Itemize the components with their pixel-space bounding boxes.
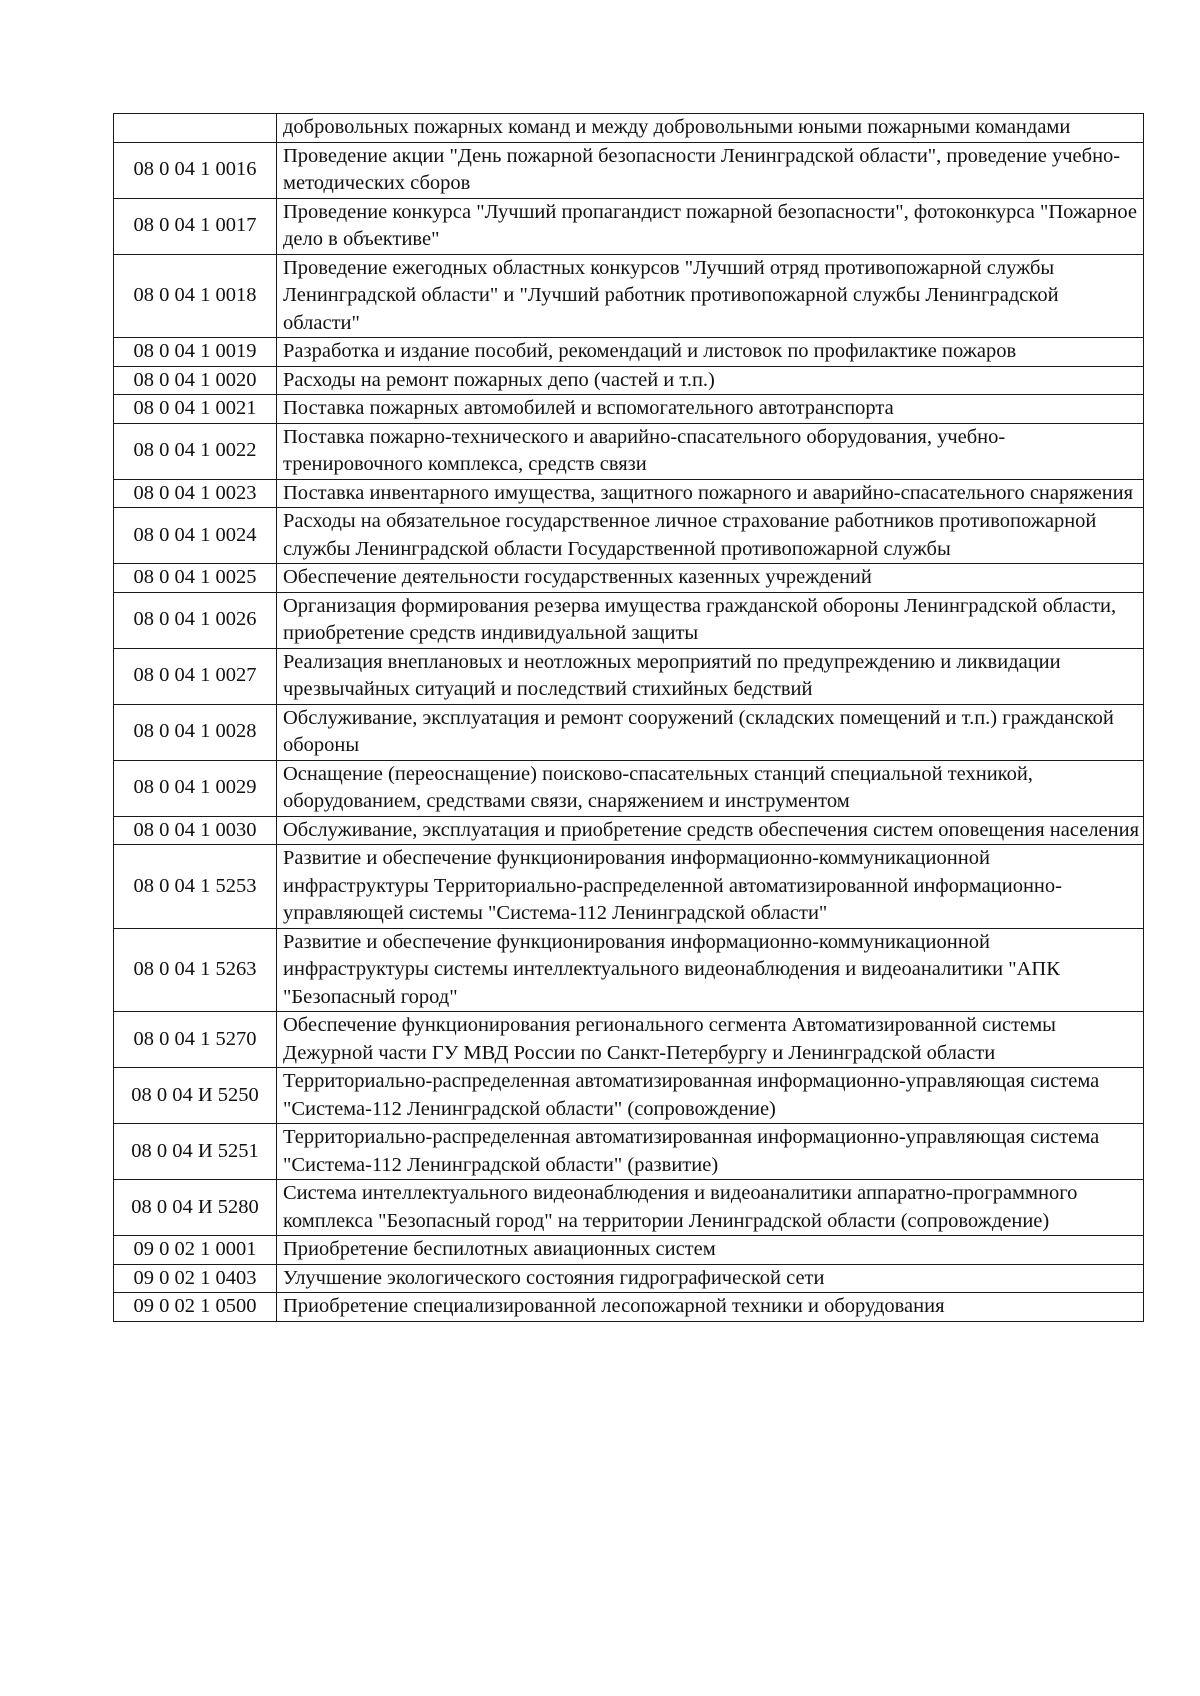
row-code-cell: 08 0 04 1 0023 [114, 479, 277, 508]
row-description-cell: Территориально-распределенная автоматизированная информационно-управляющая система "Система-112 Ленинградской области" (развитие) [277, 1124, 1144, 1180]
row-code-cell: 08 0 04 1 0022 [114, 423, 277, 479]
table-row [114, 1124, 1144, 1180]
row-description-cell: Приобретение специализированной лесопожарной техники и оборудования [277, 1293, 1144, 1322]
row-code-cell: 08 0 04 1 0026 [114, 592, 277, 648]
row-code-cell: 08 0 04 1 5270 [114, 1012, 277, 1068]
row-code-cell: 08 0 04 И 5280 [114, 1180, 277, 1236]
row-description-cell: Организация формирования резерва имущества гражданской обороны Ленинградской области, приобретение средств индивидуальной защиты [277, 592, 1144, 648]
table-row [114, 648, 1144, 704]
row-code-cell: 08 0 04 1 0018 [114, 254, 277, 338]
table-row [114, 564, 1144, 593]
row-description-cell: Развитие и обеспечение функционирования информационно-коммуникационной инфраструктуры Территориально-распределенной автоматизированной информационно-управляющей системы "Система-112 Ленинградской области" [277, 845, 1144, 929]
table-row [114, 423, 1144, 479]
table-body [114, 114, 1144, 1322]
row-code-cell: 09 0 02 1 0403 [114, 1264, 277, 1293]
row-description-cell: Расходы на обязательное государственное личное страхование работников противопожарной службы Ленинградской области Государственной противопожарной службы [277, 508, 1144, 564]
budget-codes-table [113, 113, 1144, 1322]
row-description-cell: Разработка и издание пособий, рекомендаций и листовок по профилактике пожаров [277, 338, 1144, 367]
table-row [114, 704, 1144, 760]
row-code-cell: 08 0 04 1 0028 [114, 704, 277, 760]
row-description-cell: Улучшение экологического состояния гидрографической сети [277, 1264, 1144, 1293]
table-row [114, 508, 1144, 564]
table-row [114, 760, 1144, 816]
table-row [114, 1293, 1144, 1322]
row-code-cell: 08 0 04 1 0021 [114, 395, 277, 424]
row-code-cell: 08 0 04 1 0029 [114, 760, 277, 816]
row-code-cell: 08 0 04 1 0027 [114, 648, 277, 704]
row-code-cell: 09 0 02 1 0001 [114, 1236, 277, 1265]
row-code-cell: 08 0 04 1 0020 [114, 366, 277, 395]
row-description-cell: Развитие и обеспечение функционирования информационно-коммуникационной инфраструктуры системы интеллектуального видеонаблюдения и видеоаналитики "АПК "Безопасный город" [277, 928, 1144, 1012]
table-row [114, 928, 1144, 1012]
table-row [114, 816, 1144, 845]
row-description-cell: Реализация внеплановых и неотложных мероприятий по предупреждению и ликвидации чрезвычайных ситуаций и последствий стихийных бедствий [277, 648, 1144, 704]
table-row [114, 198, 1144, 254]
table-row [114, 1012, 1144, 1068]
row-description-cell: Поставка инвентарного имущества, защитного пожарного и аварийно-спасательного снаряжения [277, 479, 1144, 508]
row-description-cell: Проведение конкурса "Лучший пропагандист пожарной безопасности", фотоконкурса "Пожарное дело в объективе" [277, 198, 1144, 254]
table-row [114, 845, 1144, 929]
row-description-cell: добровольных пожарных команд и между добровольными юными пожарными командами [277, 114, 1144, 143]
row-description-cell: Обеспечение деятельности государственных казенных учреждений [277, 564, 1144, 593]
table-row [114, 1180, 1144, 1236]
table-row [114, 395, 1144, 424]
table-row [114, 1236, 1144, 1265]
row-description-cell: Поставка пожарных автомобилей и вспомогательного автотранспорта [277, 395, 1144, 424]
row-code-cell: 08 0 04 И 5251 [114, 1124, 277, 1180]
table-row [114, 479, 1144, 508]
row-description-cell: Расходы на ремонт пожарных депо (частей и т.п.) [277, 366, 1144, 395]
row-description-cell: Обеспечение функционирования регионального сегмента Автоматизированной системы Дежурной части ГУ МВД России по Санкт-Петербургу и Ленинградской области [277, 1012, 1144, 1068]
table-row [114, 114, 1144, 143]
table-row [114, 366, 1144, 395]
row-code-cell: 08 0 04 1 0030 [114, 816, 277, 845]
table-row [114, 1068, 1144, 1124]
row-description-cell: Приобретение беспилотных авиационных систем [277, 1236, 1144, 1265]
row-code-cell: 08 0 04 1 0025 [114, 564, 277, 593]
table-row [114, 338, 1144, 367]
row-description-cell: Оснащение (переоснащение) поисково-спасательных станций специальной техникой, оборудованием, средствами связи, снаряжением и инструментом [277, 760, 1144, 816]
row-description-cell: Система интеллектуального видеонаблюдения и видеоаналитики аппаратно-программного комплекса "Безопасный город" на территории Ленинградской области (сопровождение) [277, 1180, 1144, 1236]
row-code-cell: 09 0 02 1 0500 [114, 1293, 277, 1322]
row-description-cell: Проведение ежегодных областных конкурсов "Лучший отряд противопожарной службы Ленинградской области" и "Лучший работник противопожарной службы Ленинградской области" [277, 254, 1144, 338]
table-row [114, 1264, 1144, 1293]
row-code-cell: 08 0 04 1 0017 [114, 198, 277, 254]
row-description-cell: Обслуживание, эксплуатация и приобретение средств обеспечения систем оповещения населения [277, 816, 1144, 845]
row-description-cell: Поставка пожарно-технического и аварийно-спасательного оборудования, учебно-тренировочного комплекса, средств связи [277, 423, 1144, 479]
row-code-cell: 08 0 04 1 0024 [114, 508, 277, 564]
table-row [114, 254, 1144, 338]
row-code-cell: 08 0 04 И 5250 [114, 1068, 277, 1124]
row-code-cell: 08 0 04 1 5253 [114, 845, 277, 929]
row-code-cell [114, 114, 277, 143]
row-code-cell: 08 0 04 1 0019 [114, 338, 277, 367]
table-row [114, 592, 1144, 648]
table-row [114, 142, 1144, 198]
row-description-cell: Территориально-распределенная автоматизированная информационно-управляющая система "Система-112 Ленинградской области" (сопровождение) [277, 1068, 1144, 1124]
row-code-cell: 08 0 04 1 5263 [114, 928, 277, 1012]
row-description-cell: Проведение акции "День пожарной безопасности Ленинградской области", проведение учебно-методических сборов [277, 142, 1144, 198]
row-code-cell: 08 0 04 1 0016 [114, 142, 277, 198]
row-description-cell: Обслуживание, эксплуатация и ремонт сооружений (складских помещений и т.п.) гражданской обороны [277, 704, 1144, 760]
